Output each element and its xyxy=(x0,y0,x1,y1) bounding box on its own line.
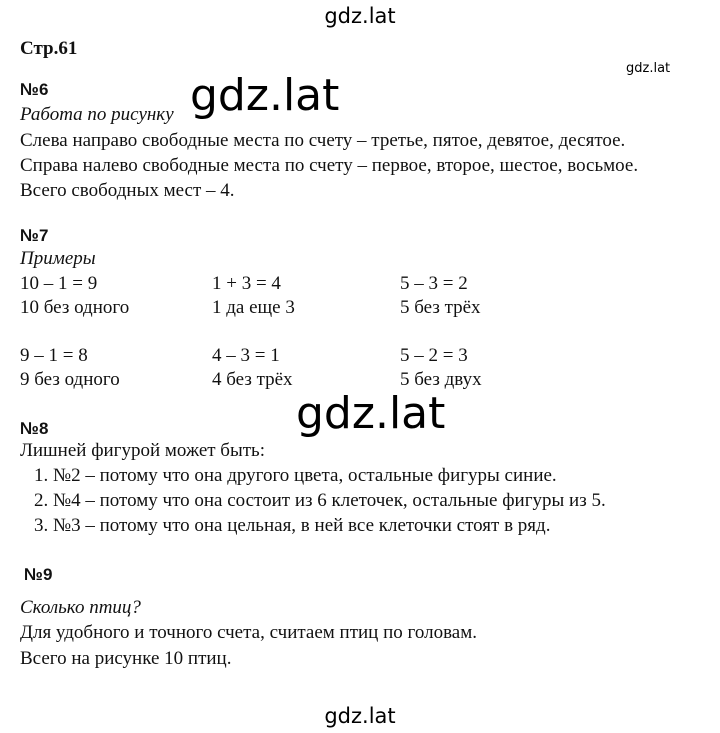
task6-line: Слева направо свободные места по счету – третье, пятое, девятое, десятое. xyxy=(20,130,626,151)
example-words: 5 без трёх xyxy=(400,297,481,318)
example-expression: 4 – 3 = 1 xyxy=(212,345,280,366)
example-words: 1 да еще 3 xyxy=(212,297,295,318)
task6-line: Всего свободных мест – 4. xyxy=(20,180,235,201)
task8-item: 1. №2 – потому что она другого цвета, остальные фигуры синие. xyxy=(34,465,557,486)
watermark-right: gdz.lat xyxy=(626,61,671,76)
example-words: 4 без трёх xyxy=(212,369,293,390)
task6-subtitle: Работа по рисунку xyxy=(20,104,174,125)
task7-heading: №7 xyxy=(20,226,49,245)
task9-heading: №9 xyxy=(24,565,53,584)
example-words: 5 без двух xyxy=(400,369,482,390)
task8-intro: Лишней фигурой может быть: xyxy=(20,440,265,461)
example-expression: 5 – 2 = 3 xyxy=(400,345,468,366)
task6-heading: №6 xyxy=(20,80,49,99)
watermark-top: gdz.lat xyxy=(324,4,396,28)
example-expression: 1 + 3 = 4 xyxy=(212,273,281,294)
task8-item: 2. №4 – потому что она состоит из 6 клеточек, остальные фигуры из 5. xyxy=(34,490,606,511)
page-label: Стр.61 xyxy=(20,38,78,59)
example-expression: 10 – 1 = 9 xyxy=(20,273,98,294)
example-expression: 5 – 3 = 2 xyxy=(400,273,468,294)
watermark-large: gdz.lat xyxy=(296,388,446,439)
example-words: 9 без одного xyxy=(20,369,120,390)
watermark-large: gdz.lat xyxy=(190,70,340,121)
task7-subtitle: Примеры xyxy=(20,248,96,269)
task8-heading: №8 xyxy=(20,419,49,438)
task9-line: Всего на рисунке 10 птиц. xyxy=(20,648,232,669)
example-expression: 9 – 1 = 8 xyxy=(20,345,88,366)
task9-line: Для удобного и точного счета, считаем птиц по головам. xyxy=(20,622,477,643)
task6-line: Справа налево свободные места по счету – первое, второе, шестое, восьмое. xyxy=(20,155,639,176)
task9-subtitle: Сколько птиц? xyxy=(20,597,141,618)
watermark-bottom: gdz.lat xyxy=(324,704,396,728)
task8-item: 3. №3 – потому что она цельная, в ней все клеточки стоят в ряд. xyxy=(34,515,551,536)
example-words: 10 без одного xyxy=(20,297,130,318)
